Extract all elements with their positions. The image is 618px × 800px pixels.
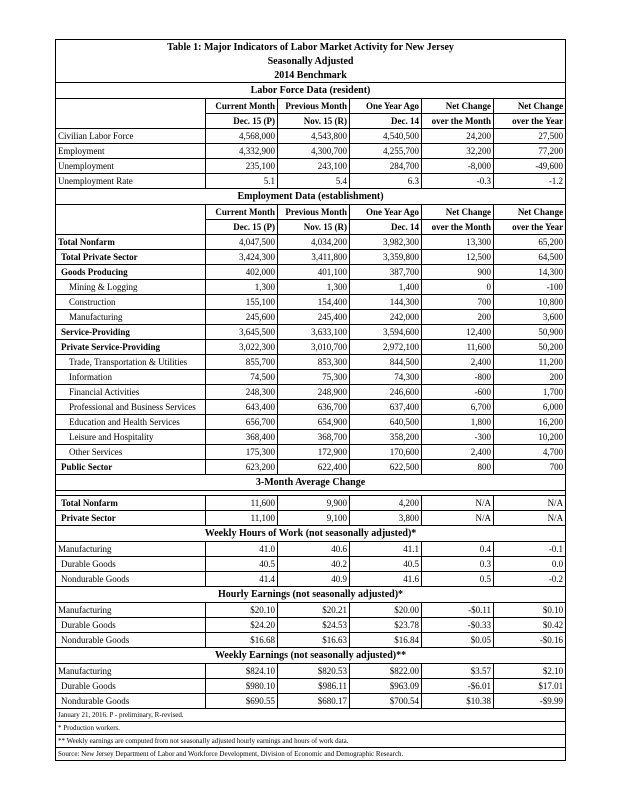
value-cell: $2.10 bbox=[494, 664, 566, 679]
value-cell: $680.17 bbox=[278, 694, 350, 709]
value-cell: 900 bbox=[422, 265, 494, 280]
row-label: Private Service-Providing bbox=[56, 340, 206, 355]
table-row bbox=[56, 603, 566, 618]
value-cell: 11,600 bbox=[206, 496, 278, 511]
value-cell: 4,300,700 bbox=[278, 144, 350, 159]
value-cell: 200 bbox=[422, 310, 494, 325]
row-label: Durable Goods bbox=[56, 679, 206, 694]
value-cell: 622,400 bbox=[278, 460, 350, 475]
value-cell: 387,700 bbox=[350, 265, 422, 280]
row-label: Manufacturing bbox=[56, 542, 206, 557]
row-label: Durable Goods bbox=[56, 557, 206, 572]
value-cell: $820.53 bbox=[278, 664, 350, 679]
value-cell: $986.11 bbox=[278, 679, 350, 694]
value-cell: 5.4 bbox=[278, 174, 350, 189]
value-cell: $963.09 bbox=[350, 679, 422, 694]
labor-market-indicators-table bbox=[55, 39, 566, 761]
table-row bbox=[56, 496, 566, 511]
value-cell: $17.01 bbox=[494, 679, 566, 694]
value-cell: $700.54 bbox=[350, 694, 422, 709]
value-cell: $0.05 bbox=[422, 633, 494, 648]
table-title: Table 1: Major Indicators of Labor Market Activity for New Jersey bbox=[56, 40, 566, 55]
employment-column-header-row bbox=[56, 205, 566, 220]
value-cell: 27,500 bbox=[494, 129, 566, 144]
value-cell: $16.68 bbox=[206, 633, 278, 648]
row-label: Manufacturing bbox=[56, 603, 206, 618]
weekly-hours-section-title: Weekly Hours of Work (not seasonally adjusted)* bbox=[56, 526, 566, 542]
value-cell: 6,000 bbox=[494, 400, 566, 415]
table-row bbox=[56, 370, 566, 385]
table-row bbox=[56, 235, 566, 250]
value-cell: 3,424,300 bbox=[206, 250, 278, 265]
footnote: January 21, 2016. P - preliminary, R-revised. bbox=[56, 709, 566, 722]
value-cell: 0.0 bbox=[494, 557, 566, 572]
column-header: One Year Ago bbox=[350, 205, 422, 220]
value-cell: 4,332,900 bbox=[206, 144, 278, 159]
header-blank-cell bbox=[56, 114, 206, 129]
row-label: Total Nonfarm bbox=[56, 235, 206, 250]
column-header: Dec. 15 (P) bbox=[206, 220, 278, 235]
column-header: over the Month bbox=[422, 114, 494, 129]
value-cell: 64,500 bbox=[494, 250, 566, 265]
value-cell: -0.3 bbox=[422, 174, 494, 189]
value-cell: N/A bbox=[422, 511, 494, 526]
row-label: Trade, Transportation & Utilities bbox=[56, 355, 206, 370]
value-cell: 1,300 bbox=[206, 280, 278, 295]
column-header: Net Change bbox=[494, 99, 566, 114]
table-row bbox=[56, 159, 566, 174]
labor-force-section-header bbox=[56, 83, 566, 99]
value-cell: 40.2 bbox=[278, 557, 350, 572]
value-cell: -0.2 bbox=[494, 572, 566, 587]
table-row bbox=[56, 250, 566, 265]
value-cell: 3,022,300 bbox=[206, 340, 278, 355]
value-cell: $24.20 bbox=[206, 618, 278, 633]
row-label: Nondurable Goods bbox=[56, 633, 206, 648]
value-cell: 154,400 bbox=[278, 295, 350, 310]
row-label: Durable Goods bbox=[56, 618, 206, 633]
table-benchmark: 2014 Benchmark bbox=[56, 68, 566, 83]
value-cell: 11,100 bbox=[206, 511, 278, 526]
value-cell: 32,200 bbox=[422, 144, 494, 159]
value-cell: 800 bbox=[422, 460, 494, 475]
value-cell: 245,400 bbox=[278, 310, 350, 325]
weekly-earnings-section-title: Weekly Earnings (not seasonally adjusted)** bbox=[56, 648, 566, 664]
value-cell: $10.38 bbox=[422, 694, 494, 709]
row-label: Manufacturing bbox=[56, 664, 206, 679]
value-cell: 242,000 bbox=[350, 310, 422, 325]
table-row bbox=[56, 445, 566, 460]
value-cell: 0.4 bbox=[422, 542, 494, 557]
value-cell: 4,543,800 bbox=[278, 129, 350, 144]
footnote-row bbox=[56, 735, 566, 748]
value-cell: 243,100 bbox=[278, 159, 350, 174]
footnote: Source: New Jersey Department of Labor and Workforce Development, Division of Economic and Demographic Research. bbox=[56, 748, 566, 761]
column-header: Nov. 15 (R) bbox=[278, 114, 350, 129]
table-row bbox=[56, 430, 566, 445]
value-cell: -0.1 bbox=[494, 542, 566, 557]
value-cell: $3.57 bbox=[422, 664, 494, 679]
value-cell: 41.1 bbox=[350, 542, 422, 557]
value-cell: N/A bbox=[494, 496, 566, 511]
column-header: over the Year bbox=[494, 220, 566, 235]
table-row bbox=[56, 280, 566, 295]
column-header: Net Change bbox=[494, 205, 566, 220]
value-cell: 700 bbox=[422, 295, 494, 310]
employment-section-header bbox=[56, 189, 566, 205]
footnote: ** Weekly earnings are computed from not seasonally adjusted hourly earnings and hours of work data. bbox=[56, 735, 566, 748]
value-cell: -49,600 bbox=[494, 159, 566, 174]
value-cell: 656,700 bbox=[206, 415, 278, 430]
value-cell: 12,400 bbox=[422, 325, 494, 340]
table-row bbox=[56, 310, 566, 325]
table-row bbox=[56, 385, 566, 400]
row-label: Manufacturing bbox=[56, 310, 206, 325]
row-label: Employment bbox=[56, 144, 206, 159]
table-title-row bbox=[56, 40, 566, 55]
table-row bbox=[56, 460, 566, 475]
footnote: * Production workers. bbox=[56, 722, 566, 735]
table-row bbox=[56, 618, 566, 633]
value-cell: $824.10 bbox=[206, 664, 278, 679]
value-cell: 50,900 bbox=[494, 325, 566, 340]
labor-force-section-title: Labor Force Data (resident) bbox=[56, 83, 566, 99]
column-header: Previous Month bbox=[278, 205, 350, 220]
value-cell: 855,700 bbox=[206, 355, 278, 370]
row-label: Service-Providing bbox=[56, 325, 206, 340]
value-cell: 3,411,800 bbox=[278, 250, 350, 265]
column-header: Previous Month bbox=[278, 99, 350, 114]
value-cell: 368,700 bbox=[278, 430, 350, 445]
value-cell: -100 bbox=[494, 280, 566, 295]
value-cell: 4,034,200 bbox=[278, 235, 350, 250]
value-cell: 0.5 bbox=[422, 572, 494, 587]
value-cell: -$9.99 bbox=[494, 694, 566, 709]
value-cell: -800 bbox=[422, 370, 494, 385]
value-cell: -$0.16 bbox=[494, 633, 566, 648]
value-cell: -1.2 bbox=[494, 174, 566, 189]
value-cell: $0.10 bbox=[494, 603, 566, 618]
value-cell: 74,300 bbox=[350, 370, 422, 385]
value-cell: 14,300 bbox=[494, 265, 566, 280]
row-label: Professional and Business Services bbox=[56, 400, 206, 415]
value-cell: 248,900 bbox=[278, 385, 350, 400]
table-subtitle-row bbox=[56, 54, 566, 68]
table-row bbox=[56, 679, 566, 694]
value-cell: 41.0 bbox=[206, 542, 278, 557]
value-cell: 245,600 bbox=[206, 310, 278, 325]
row-label: Nondurable Goods bbox=[56, 694, 206, 709]
value-cell: 170,600 bbox=[350, 445, 422, 460]
value-cell: 77,200 bbox=[494, 144, 566, 159]
value-cell: 200 bbox=[494, 370, 566, 385]
labor-force-column-header-row bbox=[56, 99, 566, 114]
value-cell: N/A bbox=[422, 496, 494, 511]
value-cell: 700 bbox=[494, 460, 566, 475]
employment-column-header-row bbox=[56, 220, 566, 235]
value-cell: 40.6 bbox=[278, 542, 350, 557]
table-row bbox=[56, 572, 566, 587]
value-cell: 368,400 bbox=[206, 430, 278, 445]
value-cell: 4,568,000 bbox=[206, 129, 278, 144]
labor-force-column-header-row bbox=[56, 114, 566, 129]
value-cell: 640,500 bbox=[350, 415, 422, 430]
value-cell: 3,645,500 bbox=[206, 325, 278, 340]
value-cell: 50,200 bbox=[494, 340, 566, 355]
value-cell: 4,700 bbox=[494, 445, 566, 460]
value-cell: 1,700 bbox=[494, 385, 566, 400]
table-row bbox=[56, 174, 566, 189]
row-label: Private Sector bbox=[56, 511, 206, 526]
value-cell: 155,100 bbox=[206, 295, 278, 310]
table-subtitle: Seasonally Adjusted bbox=[56, 54, 566, 68]
value-cell: $822.00 bbox=[350, 664, 422, 679]
value-cell: -$6.01 bbox=[422, 679, 494, 694]
value-cell: 402,000 bbox=[206, 265, 278, 280]
value-cell: 3,600 bbox=[494, 310, 566, 325]
value-cell: 16,200 bbox=[494, 415, 566, 430]
value-cell: 3,359,800 bbox=[350, 250, 422, 265]
value-cell: 0.3 bbox=[422, 557, 494, 572]
value-cell: -300 bbox=[422, 430, 494, 445]
value-cell: 248,300 bbox=[206, 385, 278, 400]
footnote-row bbox=[56, 722, 566, 735]
value-cell: 4,540,500 bbox=[350, 129, 422, 144]
value-cell: 40.5 bbox=[350, 557, 422, 572]
value-cell: 2,400 bbox=[422, 445, 494, 460]
value-cell: 358,200 bbox=[350, 430, 422, 445]
column-header: over the Year bbox=[494, 114, 566, 129]
value-cell: 3,594,600 bbox=[350, 325, 422, 340]
value-cell: 235,100 bbox=[206, 159, 278, 174]
value-cell: 40.9 bbox=[278, 572, 350, 587]
labor-market-table-sheet bbox=[55, 39, 565, 761]
value-cell: 2,972,100 bbox=[350, 340, 422, 355]
value-cell: 40.5 bbox=[206, 557, 278, 572]
hourly-earnings-section-title: Hourly Earnings (not seasonally adjusted)* bbox=[56, 587, 566, 603]
row-label: Total Nonfarm bbox=[56, 496, 206, 511]
value-cell: 1,800 bbox=[422, 415, 494, 430]
value-cell: $20.00 bbox=[350, 603, 422, 618]
hourly-earnings-section-header bbox=[56, 587, 566, 603]
row-label: Financial Activities bbox=[56, 385, 206, 400]
table-row bbox=[56, 557, 566, 572]
value-cell: 11,600 bbox=[422, 340, 494, 355]
row-label: Education and Health Services bbox=[56, 415, 206, 430]
value-cell: 844,500 bbox=[350, 355, 422, 370]
weekly-hours-section-header bbox=[56, 526, 566, 542]
value-cell: $20.10 bbox=[206, 603, 278, 618]
value-cell: 9,100 bbox=[278, 511, 350, 526]
value-cell: 144,300 bbox=[350, 295, 422, 310]
row-label: Public Sector bbox=[56, 460, 206, 475]
table-row bbox=[56, 265, 566, 280]
value-cell: 853,300 bbox=[278, 355, 350, 370]
weekly-earnings-section-header bbox=[56, 648, 566, 664]
column-header: Nov. 15 (R) bbox=[278, 220, 350, 235]
value-cell: 0 bbox=[422, 280, 494, 295]
table-benchmark-row bbox=[56, 68, 566, 83]
value-cell: 643,400 bbox=[206, 400, 278, 415]
row-label: Unemployment Rate bbox=[56, 174, 206, 189]
table-row bbox=[56, 340, 566, 355]
value-cell: 623,200 bbox=[206, 460, 278, 475]
table-row bbox=[56, 633, 566, 648]
value-cell: 3,800 bbox=[350, 511, 422, 526]
value-cell: 1,300 bbox=[278, 280, 350, 295]
footnote-row bbox=[56, 748, 566, 761]
header-blank-cell bbox=[56, 99, 206, 114]
value-cell: 2,400 bbox=[422, 355, 494, 370]
column-header: Dec. 14 bbox=[350, 220, 422, 235]
value-cell: -8,000 bbox=[422, 159, 494, 174]
table-row bbox=[56, 694, 566, 709]
value-cell: 1,400 bbox=[350, 280, 422, 295]
value-cell: 65,200 bbox=[494, 235, 566, 250]
value-cell: 6.3 bbox=[350, 174, 422, 189]
value-cell: 284,700 bbox=[350, 159, 422, 174]
value-cell: 636,700 bbox=[278, 400, 350, 415]
value-cell: 4,255,700 bbox=[350, 144, 422, 159]
value-cell: 622,500 bbox=[350, 460, 422, 475]
value-cell: 24,200 bbox=[422, 129, 494, 144]
column-header: Dec. 15 (P) bbox=[206, 114, 278, 129]
row-label: Other Services bbox=[56, 445, 206, 460]
value-cell: $690.55 bbox=[206, 694, 278, 709]
value-cell: 75,300 bbox=[278, 370, 350, 385]
row-label: Information bbox=[56, 370, 206, 385]
value-cell: 175,300 bbox=[206, 445, 278, 460]
row-label: Unemployment bbox=[56, 159, 206, 174]
row-label: Total Private Sector bbox=[56, 250, 206, 265]
header-blank-cell bbox=[56, 220, 206, 235]
value-cell: 74,500 bbox=[206, 370, 278, 385]
table-row bbox=[56, 415, 566, 430]
value-cell: 11,200 bbox=[494, 355, 566, 370]
column-header: Current Month bbox=[206, 99, 278, 114]
value-cell: 9,900 bbox=[278, 496, 350, 511]
value-cell: 41.6 bbox=[350, 572, 422, 587]
value-cell: $16.84 bbox=[350, 633, 422, 648]
header-blank-cell bbox=[56, 205, 206, 220]
table-row bbox=[56, 664, 566, 679]
value-cell: 3,633,100 bbox=[278, 325, 350, 340]
value-cell: 637,400 bbox=[350, 400, 422, 415]
value-cell: 41.4 bbox=[206, 572, 278, 587]
row-label: Goods Producing bbox=[56, 265, 206, 280]
value-cell: $16.63 bbox=[278, 633, 350, 648]
value-cell: 10,800 bbox=[494, 295, 566, 310]
value-cell: $0.42 bbox=[494, 618, 566, 633]
value-cell: 3,982,300 bbox=[350, 235, 422, 250]
value-cell: 10,200 bbox=[494, 430, 566, 445]
employment-section-title: Employment Data (establishment) bbox=[56, 189, 566, 205]
column-header: Net Change bbox=[422, 99, 494, 114]
average-change-section-header bbox=[56, 475, 566, 491]
value-cell: $20.21 bbox=[278, 603, 350, 618]
value-cell: -$0.11 bbox=[422, 603, 494, 618]
column-header: Dec. 14 bbox=[350, 114, 422, 129]
value-cell: N/A bbox=[494, 511, 566, 526]
value-cell: 13,300 bbox=[422, 235, 494, 250]
value-cell: 3,010,700 bbox=[278, 340, 350, 355]
table-row bbox=[56, 542, 566, 557]
value-cell: 246,600 bbox=[350, 385, 422, 400]
row-label: Construction bbox=[56, 295, 206, 310]
value-cell: $23.78 bbox=[350, 618, 422, 633]
value-cell: $24.53 bbox=[278, 618, 350, 633]
table-row bbox=[56, 400, 566, 415]
table-row bbox=[56, 144, 566, 159]
column-header: Current Month bbox=[206, 205, 278, 220]
value-cell: 5.1 bbox=[206, 174, 278, 189]
value-cell: $980.10 bbox=[206, 679, 278, 694]
row-label: Nondurable Goods bbox=[56, 572, 206, 587]
row-label: Leisure and Hospitality bbox=[56, 430, 206, 445]
table-row bbox=[56, 511, 566, 526]
table-row bbox=[56, 355, 566, 370]
column-header: over the Month bbox=[422, 220, 494, 235]
value-cell: 172,900 bbox=[278, 445, 350, 460]
table-row bbox=[56, 295, 566, 310]
value-cell: 4,047,500 bbox=[206, 235, 278, 250]
average-change-section-title: 3-Month Average Change bbox=[56, 475, 566, 491]
footnote-row bbox=[56, 709, 566, 722]
value-cell: 6,700 bbox=[422, 400, 494, 415]
value-cell: 401,100 bbox=[278, 265, 350, 280]
value-cell: 4,200 bbox=[350, 496, 422, 511]
value-cell: 654,900 bbox=[278, 415, 350, 430]
row-label: Civilian Labor Force bbox=[56, 129, 206, 144]
value-cell: -$0.33 bbox=[422, 618, 494, 633]
table-row bbox=[56, 129, 566, 144]
column-header: Net Change bbox=[422, 205, 494, 220]
row-label: Mining & Logging bbox=[56, 280, 206, 295]
column-header: One Year Ago bbox=[350, 99, 422, 114]
table-row bbox=[56, 325, 566, 340]
value-cell: -600 bbox=[422, 385, 494, 400]
value-cell: 12,500 bbox=[422, 250, 494, 265]
